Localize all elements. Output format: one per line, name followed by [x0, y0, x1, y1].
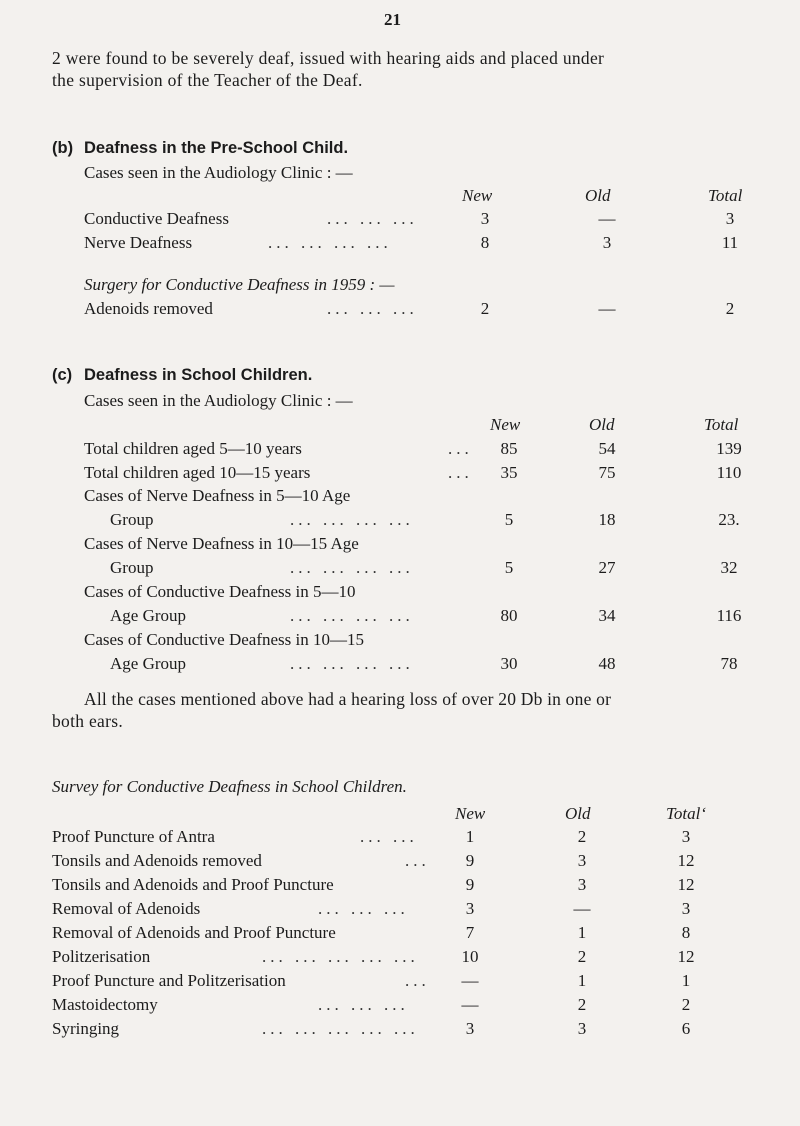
section-b-marker: (b) — [52, 139, 74, 157]
leader-dots: ... ... ... ... — [268, 233, 392, 252]
value-total: 110 — [716, 463, 742, 482]
section-b-col-total: Total — [708, 186, 743, 205]
survey-col-old: Old — [565, 804, 591, 823]
row-label-continued: Group — [110, 558, 154, 577]
value-old: 2 — [577, 947, 587, 966]
leader-dots: ... ... ... ... — [290, 606, 414, 625]
leader-dots: ... — [405, 971, 430, 990]
row-label: Cases of Nerve Deafness in 5—10 Age — [84, 486, 351, 505]
leader-dots: ... ... ... — [318, 995, 409, 1014]
value-new: 5 — [504, 510, 514, 529]
value-total: 11 — [721, 233, 739, 252]
value-old: — — [598, 209, 616, 228]
value-total: 78 — [720, 654, 738, 673]
value-old: 1 — [577, 971, 587, 990]
row-label: Tonsils and Adenoids removed — [52, 851, 262, 870]
row-label: Nerve Deafness — [84, 233, 193, 252]
row-label: Total children aged 10—15 years — [84, 463, 311, 482]
row-label-continued: Age Group — [110, 606, 187, 625]
value-old: 18 — [598, 510, 616, 529]
row-label: Adenoids removed — [84, 299, 213, 318]
value-total: 23. — [718, 510, 740, 529]
section-c-title: Deafness in School Children. — [84, 366, 313, 384]
leader-dots: ... — [448, 463, 473, 482]
value-old: 3 — [577, 875, 587, 894]
value-new: 7 — [465, 923, 475, 942]
intro-line-2: the supervision of the Teacher of the Deaf. — [52, 70, 363, 90]
leader-dots: ... ... ... — [327, 299, 418, 318]
section-b-subtitle: Cases seen in the Audiology Clinic : — — [84, 163, 353, 182]
row-label: Conductive Deafness — [84, 209, 229, 228]
value-total: 8 — [681, 923, 691, 942]
value-old: 2 — [577, 995, 587, 1014]
row-label: Mastoidectomy — [52, 995, 158, 1014]
section-c-subtitle: Cases seen in the Audiology Clinic : — — [84, 391, 353, 410]
leader-dots: ... ... — [360, 827, 418, 846]
section-b-col-old: Old — [585, 186, 611, 205]
section-b-col-new: New — [462, 186, 493, 205]
note-line-2: both ears. — [52, 711, 124, 731]
value-total: 1 — [681, 971, 691, 990]
value-old: 2 — [577, 827, 587, 846]
value-old: 34 — [598, 606, 616, 625]
value-old: — — [598, 299, 616, 318]
value-new: 3 — [465, 1019, 475, 1038]
value-new: 80 — [500, 606, 518, 625]
value-new: — — [461, 971, 479, 990]
leader-dots: ... ... ... — [318, 899, 409, 918]
row-label: Removal of Adenoids — [52, 899, 201, 918]
leader-dots: ... ... ... ... — [290, 510, 414, 529]
value-old: 3 — [602, 233, 612, 252]
value-total: 3 — [681, 827, 691, 846]
value-new: 10 — [461, 947, 479, 966]
row-label-continued: Group — [110, 510, 154, 529]
row-label: Removal of Adenoids and Proof Puncture — [52, 923, 336, 942]
value-total: 12 — [677, 851, 695, 870]
section-b-title: Deafness in the Pre-School Child. — [84, 139, 349, 157]
row-label: Proof Puncture of Antra — [52, 827, 215, 846]
leader-dots: ... ... ... ... — [290, 654, 414, 673]
row-label: Cases of Conductive Deafness in 10—15 — [84, 630, 364, 649]
value-old: 54 — [598, 439, 616, 458]
row-label: Proof Puncture and Politzerisation — [52, 971, 286, 990]
value-old: 27 — [598, 558, 616, 577]
value-total: 2 — [681, 995, 691, 1014]
row-label: Cases of Nerve Deafness in 10—15 Age — [84, 534, 359, 553]
section-c-col-total: Total — [704, 415, 739, 434]
intro-line-1: 2 were found to be severely deaf, issued with hearing aids and placed under — [52, 48, 605, 68]
value-total: 12 — [677, 947, 695, 966]
note-line-1: All the cases mentioned above had a hearing loss of over 20 Db in one or — [84, 689, 612, 709]
value-old: 3 — [577, 851, 587, 870]
leader-dots: ... — [405, 851, 430, 870]
value-total: 2 — [725, 299, 735, 318]
leader-dots: ... ... ... ... — [290, 558, 414, 577]
value-new: 30 — [500, 654, 518, 673]
value-old: 48 — [598, 654, 616, 673]
page-number: 21 — [384, 10, 401, 29]
value-new: 85 — [500, 439, 518, 458]
value-total: 32 — [720, 558, 738, 577]
row-label-continued: Age Group — [110, 654, 187, 673]
section-c-col-new: New — [490, 415, 521, 434]
survey-col-total: Total‘ — [666, 804, 707, 823]
value-total: 139 — [716, 439, 742, 458]
leader-dots: ... — [448, 439, 473, 458]
value-old: 1 — [577, 923, 587, 942]
value-total: 3 — [725, 209, 735, 228]
section-c-col-old: Old — [589, 415, 615, 434]
value-total: 116 — [716, 606, 742, 625]
value-new: 2 — [480, 299, 490, 318]
value-new: — — [461, 995, 479, 1014]
surgery-title: Surgery for Conductive Deafness in 1959 : — — [84, 275, 395, 294]
value-new: 35 — [500, 463, 518, 482]
value-old: 75 — [598, 463, 616, 482]
value-new: 9 — [465, 875, 475, 894]
leader-dots: ... ... ... ... ... — [262, 1019, 419, 1038]
value-old: — — [573, 899, 591, 918]
value-total: 3 — [681, 899, 691, 918]
section-c-marker: (c) — [52, 366, 73, 384]
row-label: Cases of Conductive Deafness in 5—10 — [84, 582, 356, 601]
value-new: 9 — [465, 851, 475, 870]
row-label: Tonsils and Adenoids and Proof Puncture — [52, 875, 334, 894]
leader-dots: ... ... ... — [327, 209, 418, 228]
leader-dots: ... ... ... ... ... — [262, 947, 419, 966]
value-new: 8 — [480, 233, 490, 252]
survey-col-new: New — [455, 804, 486, 823]
value-new: 3 — [465, 899, 475, 918]
survey-title: Survey for Conductive Deafness in School Children. — [52, 777, 407, 796]
value-new: 1 — [465, 827, 475, 846]
row-label: Politzerisation — [52, 947, 151, 966]
row-label: Total children aged 5—10 years — [84, 439, 302, 458]
value-total: 6 — [681, 1019, 691, 1038]
value-new: 3 — [480, 209, 490, 228]
value-total: 12 — [677, 875, 695, 894]
row-label: Syringing — [52, 1019, 120, 1038]
value-old: 3 — [577, 1019, 587, 1038]
value-new: 5 — [504, 558, 514, 577]
